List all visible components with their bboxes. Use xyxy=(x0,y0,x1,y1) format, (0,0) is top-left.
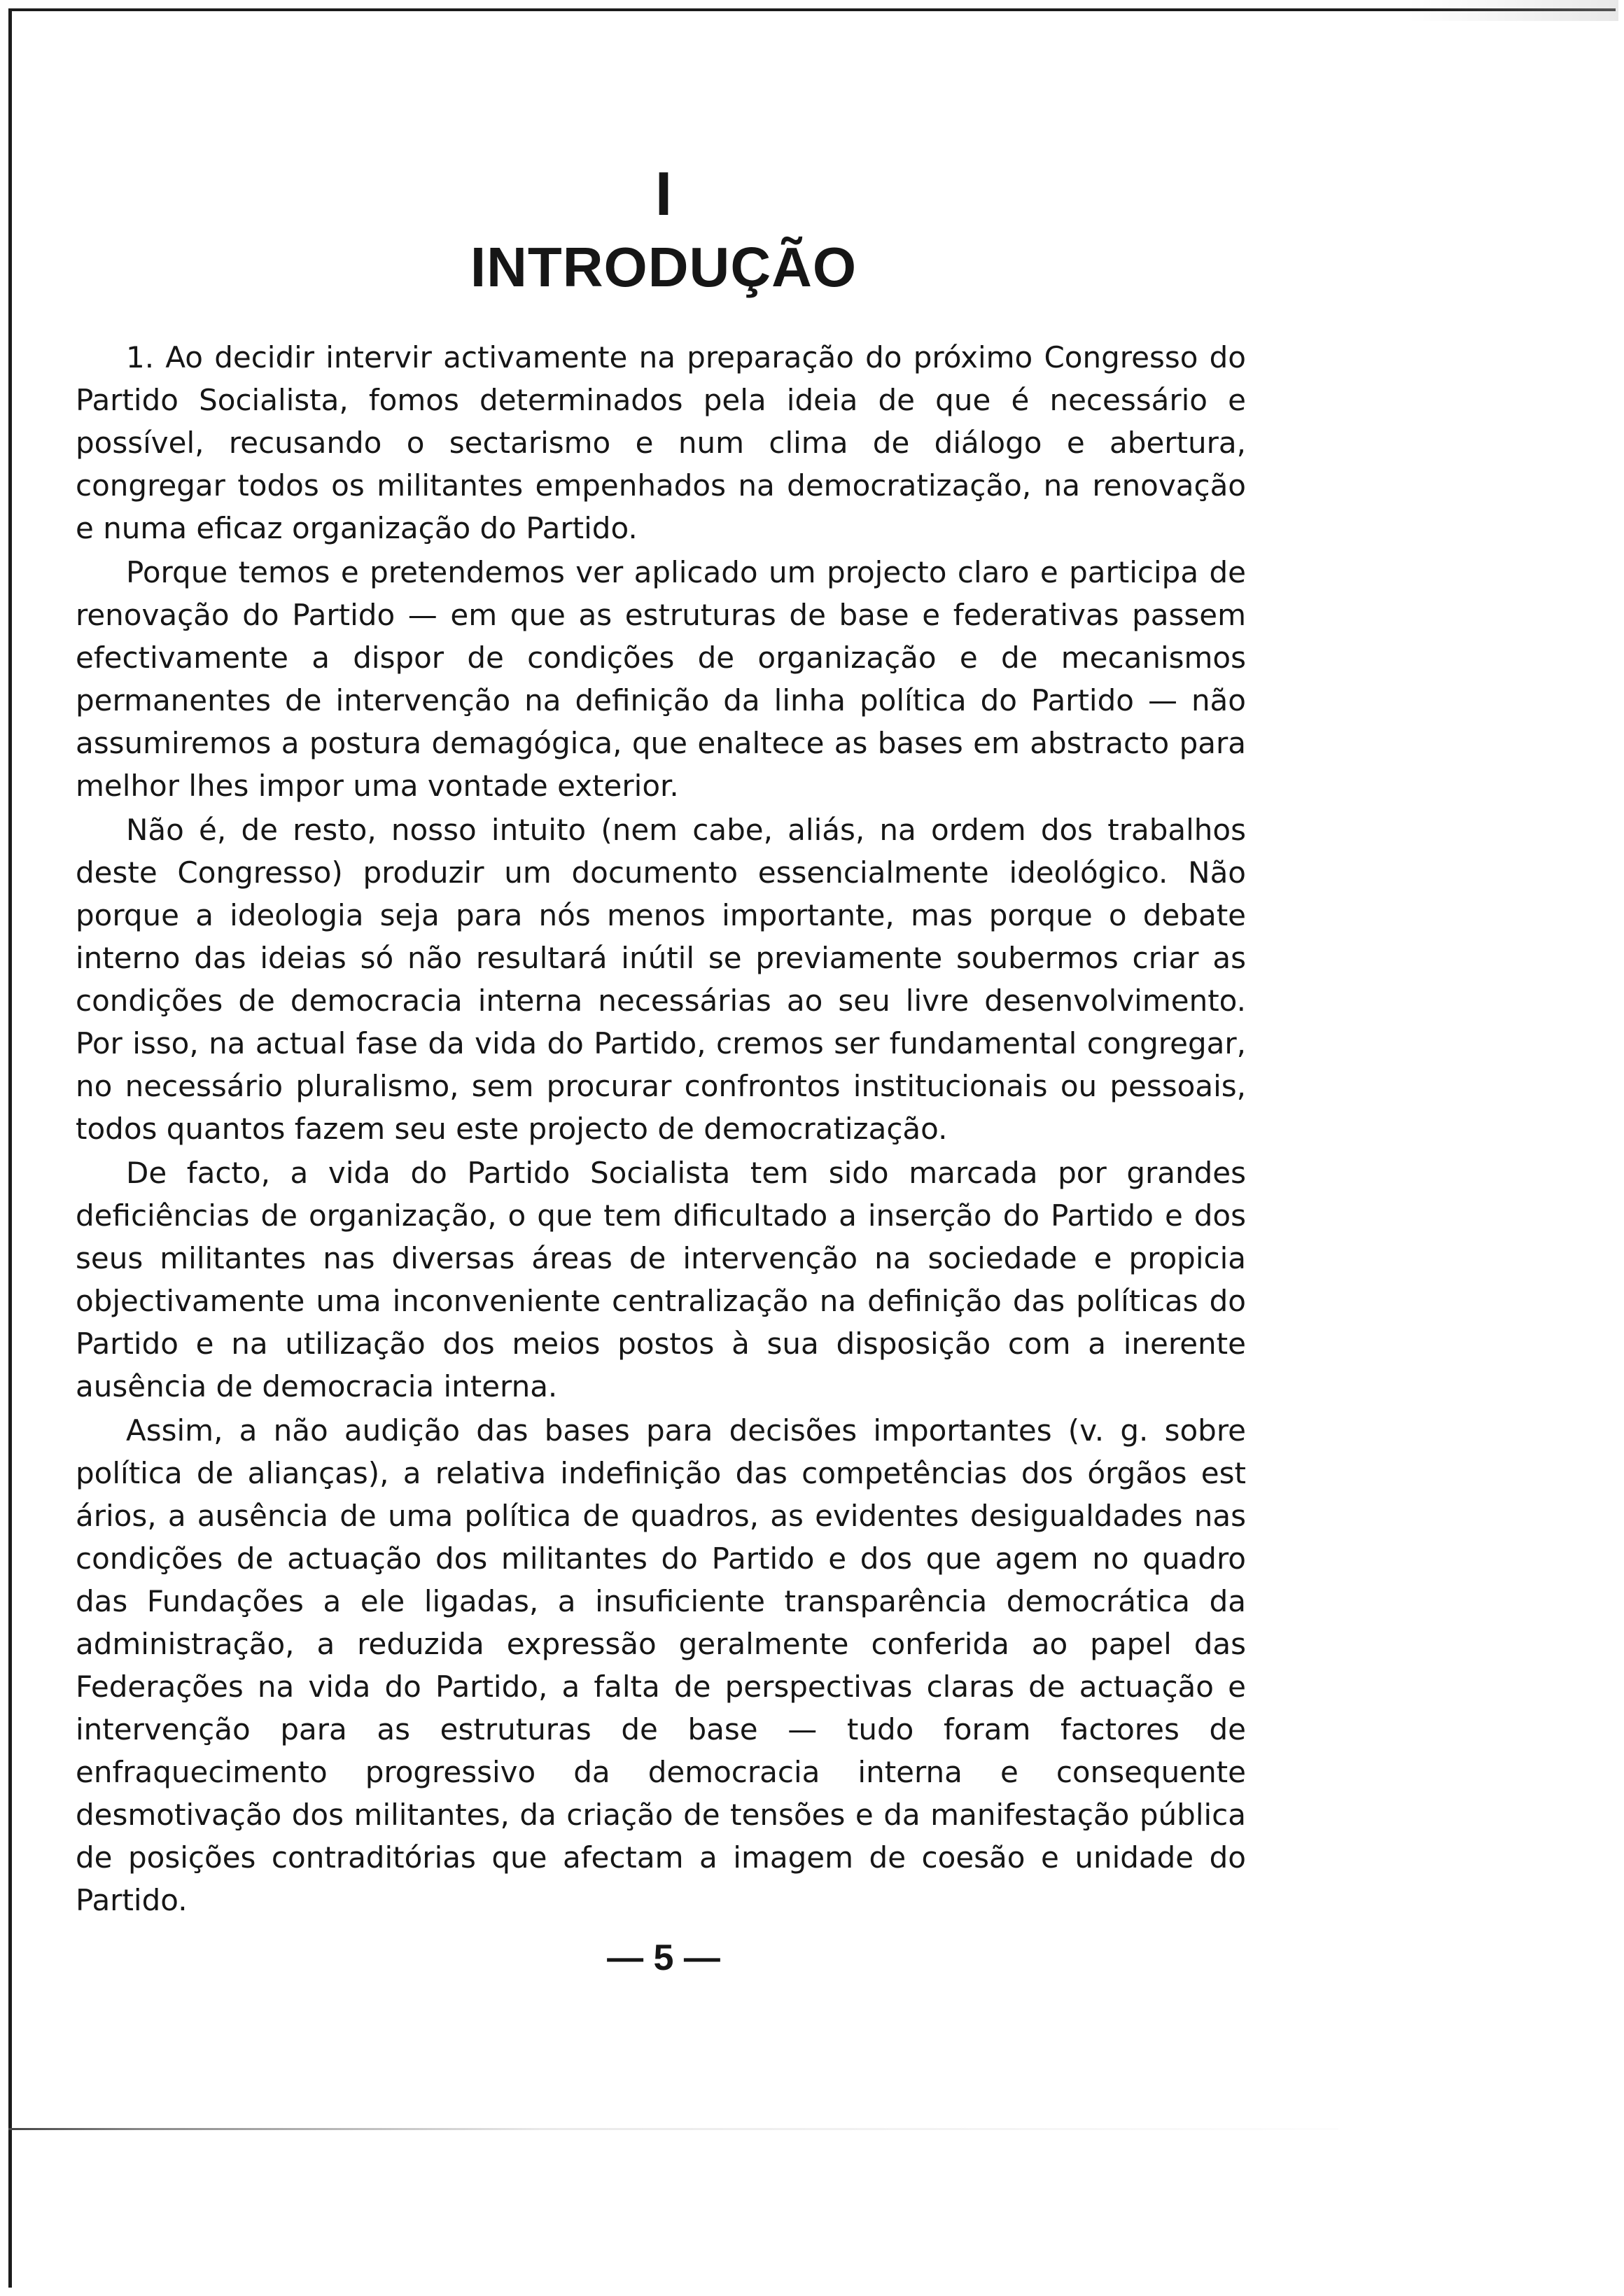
paragraph-5: Assim, a não audição das bases para decisões importantes (v. g. sobre política de alianças), a relativa indefinição das competências dos órgãos est ários, a ausência de uma política de quadros, as evidentes desigualdades nas condições de actuação dos militantes do Partido e dos que agem no quadro das Fundações a ele ligadas, a insuficiente transparência democrática da administração, a reduzida expressão geralmente conferida ao papel das Federações na vida do Partido, a falta de perspectivas claras de actuação e intervenção para as estruturas de base — tudo foram factores de enfraquecimento progressivo da democracia interna e consequente desmotivação dos militantes, da criação de tensões e da manifestação pública de posições contraditórias que afectam a imagem de coesão e unidade do Partido. xyxy=(76,1413,1246,1917)
chapter-number: I xyxy=(654,159,673,228)
paragraph-1: 1. Ao decidir intervir activamente na preparação do próximo Congresso do Partido Socialista, fomos determinados pela ideia de que é necessário e possível, recusando o sectarismo e num clima de diálogo e abertura, congregar todos os militantes empenhados na democratização, na renovação e numa eficaz organização do Partido. xyxy=(76,340,1246,545)
paragraph-4: De facto, a vida do Partido Socialista tem sido marcada por grandes deficiências de organização, o que tem dificultado a inserção do Partido e dos seus militantes nas diversas áreas de intervenção na sociedade e propicia objectivamente uma inconveniente centralização na definição das políticas do Partido e na utilização dos meios postos à sua disposição com a inerente ausência de democracia interna. xyxy=(76,1156,1246,1404)
chapter-title: INTRODUÇÃO xyxy=(470,236,858,298)
page-edge-bottom xyxy=(8,2128,1338,2130)
paragraph-3: Não é, de resto, nosso intuito (nem cabe, aliás, na ordem dos trabalhos deste Congresso) produzir um documento essencialmente ideológico. Não porque a ideologia seja para nós menos importante, mas porque o debate interno das ideias só não resultará inútil se previamente soubermos criar as condições de democracia interna necessárias ao seu livre desenvolvimento. Por isso, na actual fase da vida do Partido, cremos ser fundamental congregar, no necessário pluralismo, sem procurar confrontos institucionais ou pessoais, todos quantos fazem seu este projecto de democratização. xyxy=(76,813,1246,1146)
page-edge-top xyxy=(8,8,1616,11)
scan-noise xyxy=(1408,0,1618,21)
body-text xyxy=(76,336,1246,1923)
page-number: — 5 — xyxy=(607,1938,720,1978)
paragraph-2: Porque temos e pretendemos ver aplicado um projecto claro e participa de renovação do Partido — em que as estruturas de base e federativas passem efectivamente a dispor de condições de organização e de mecanismos permanentes de intervenção na definição da linha política do Partido — não assumiremos a postura demagógica, que enaltece as bases em abstracto para melhor lhes impor uma vontade exterior. xyxy=(76,555,1246,803)
